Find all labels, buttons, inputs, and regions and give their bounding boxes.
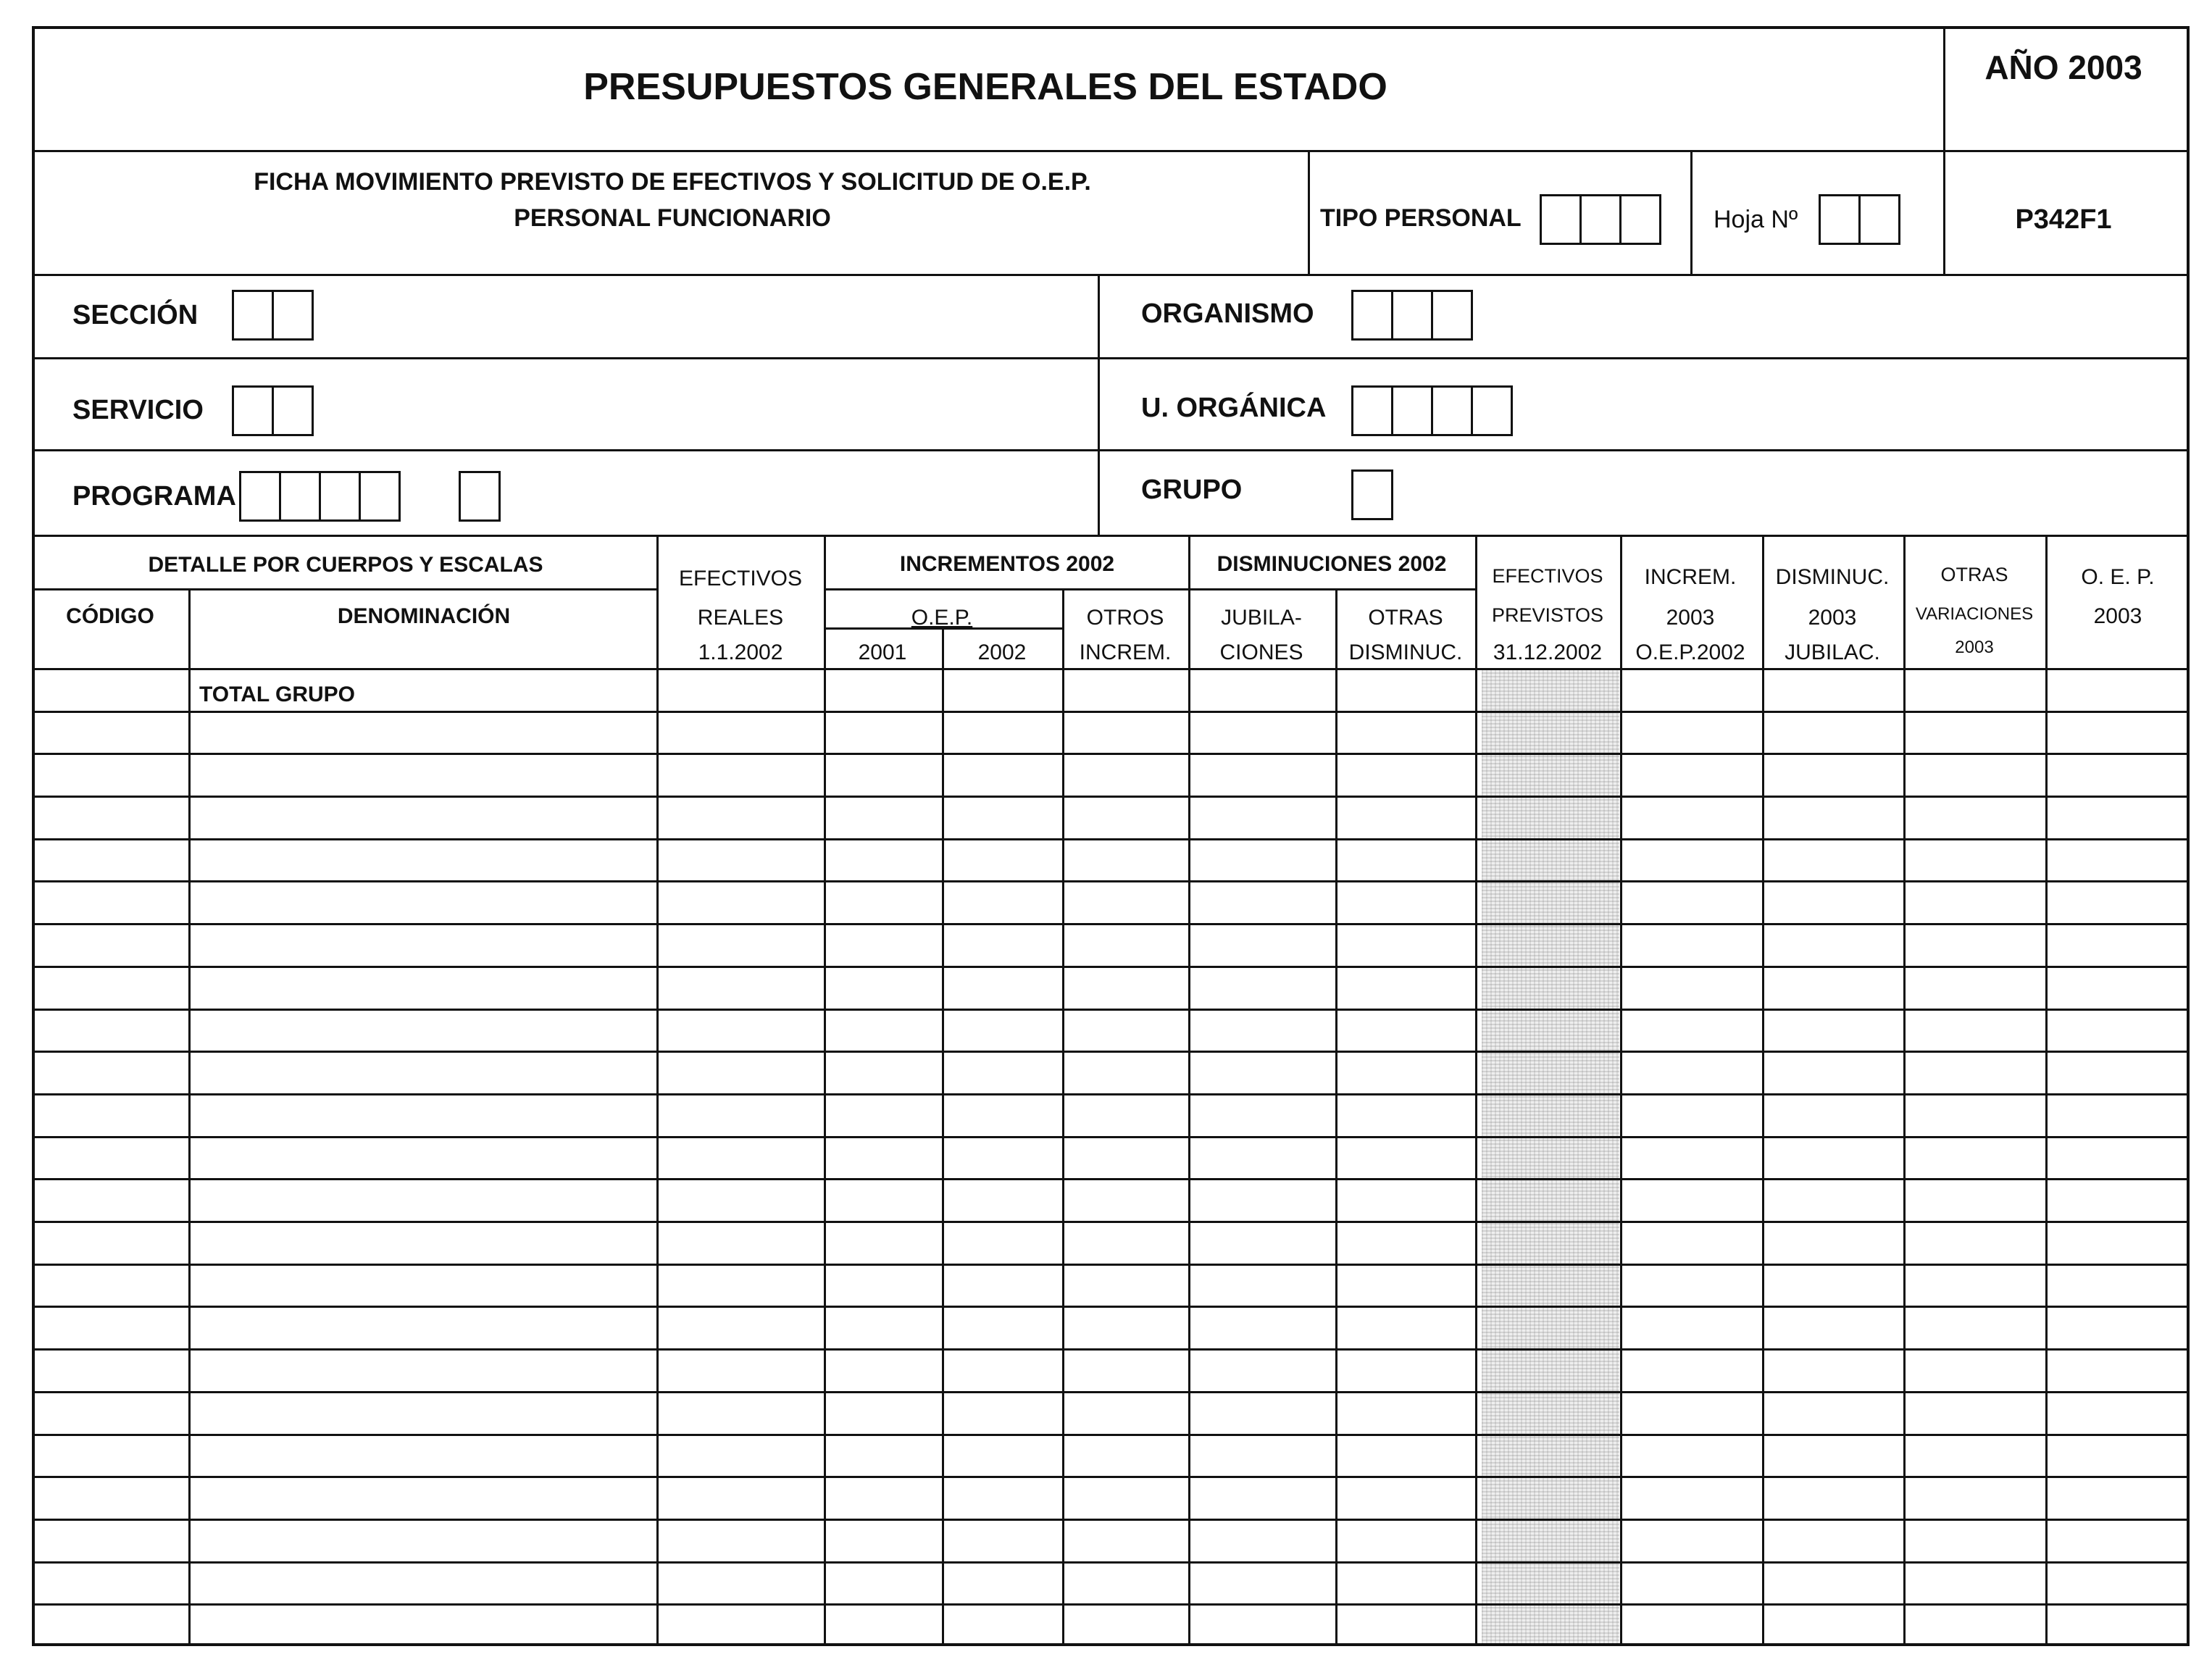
year-label: AÑO 2003 <box>1984 49 2142 86</box>
table-row-line <box>32 1093 2190 1095</box>
table-row-line <box>32 1391 2190 1393</box>
organismo-input[interactable] <box>1351 290 1473 341</box>
increm-h3: O.E.P.2002 <box>1635 640 1745 664</box>
efect-prev-h2: PREVISTOS <box>1491 604 1604 626</box>
table-row-line <box>32 1476 2190 1478</box>
disminuc-h1: DISMINUC. <box>1775 565 1890 589</box>
col-reales <box>824 535 826 1646</box>
tipo-personal-input[interactable] <box>1540 194 1661 245</box>
programa-extra-input[interactable] <box>459 471 501 522</box>
subtitle-line2: PERSONAL FUNCIONARIO <box>514 204 831 232</box>
divider-tipo <box>1308 150 1310 274</box>
jubilaciones-h1: JUBILA- <box>1221 606 1302 630</box>
oep-2002-header: 2002 <box>977 640 1027 664</box>
table-row-line <box>32 753 2190 755</box>
disminuc-h2: 2003 <box>1808 606 1857 630</box>
grupo-label: GRUPO <box>1141 475 1243 505</box>
hoja-input[interactable] <box>1819 194 1900 245</box>
table-row-line <box>32 1051 2190 1053</box>
disminuc-h3: JUBILAC. <box>1785 640 1880 664</box>
col-jubil <box>1335 588 1337 1646</box>
table-row-line <box>32 1264 2190 1266</box>
disminuciones-header: DISMINUCIONES 2002 <box>1216 552 1447 576</box>
table-row-line <box>32 1221 2190 1223</box>
divider-seccion <box>32 357 2190 359</box>
reales-h3: 1.1.2002 <box>698 640 783 664</box>
hoja-label: Hoja Nº <box>1714 206 1798 233</box>
table-row-line <box>32 796 2190 798</box>
increm-h2: 2003 <box>1666 606 1715 630</box>
servicio-input[interactable] <box>232 385 314 436</box>
seccion-input[interactable] <box>232 290 314 341</box>
reales-h1: EFECTIVOS <box>678 567 803 590</box>
table-row-line <box>32 1306 2190 1308</box>
form-frame <box>32 26 2190 1646</box>
shaded-column <box>1482 670 1619 1645</box>
table-row-line <box>32 923 2190 925</box>
otras-var-h1: OTRAS <box>1940 564 2008 585</box>
col-efect-prev <box>1620 535 1622 1646</box>
col-otras-var <box>2045 535 2048 1646</box>
col-codigo <box>188 588 191 1646</box>
programa-input[interactable] <box>239 471 401 522</box>
servicio-label: SERVICIO <box>72 395 204 425</box>
form-code: P342F1 <box>2015 204 2112 235</box>
otras-var-h2: VARIACIONES <box>1915 604 2034 624</box>
codigo-header: CÓDIGO <box>66 604 154 628</box>
table-row-line <box>32 1136 2190 1138</box>
efect-prev-h3: 31.12.2002 <box>1493 640 1603 664</box>
col-otros <box>1188 535 1190 1646</box>
divider-year <box>1943 26 1945 274</box>
oep-header: O.E.P. <box>911 606 973 630</box>
programa-label: PROGRAMA <box>72 481 236 512</box>
table-row-line <box>32 838 2190 840</box>
divider-detalle <box>32 588 656 590</box>
table-row-line <box>32 1519 2190 1521</box>
seccion-label: SECCIÓN <box>72 300 199 330</box>
col-oep2002 <box>1062 588 1064 1646</box>
detalle-header: DETALLE POR CUERPOS Y ESCALAS <box>148 553 543 577</box>
incrementos-header: INCREMENTOS 2002 <box>899 552 1115 576</box>
organismo-label: ORGANISMO <box>1141 299 1314 329</box>
table-row-line <box>32 1348 2190 1351</box>
oep-2001-header: 2001 <box>858 640 907 664</box>
table-row-line <box>32 1009 2190 1011</box>
increm-h1: INCREM. <box>1644 565 1737 589</box>
efect-prev-h1: EFECTIVOS <box>1492 565 1603 587</box>
divider-title <box>32 150 2190 152</box>
otros-increm-h1: OTROS <box>1086 606 1164 630</box>
divider-incdec <box>824 588 1475 590</box>
otras-var-h3: 2003 <box>1955 638 1994 657</box>
u-organica-input[interactable] <box>1351 385 1513 436</box>
u-organica-label: U. ORGÁNICA <box>1141 393 1327 423</box>
divider-table-header <box>32 668 2190 670</box>
table-row-line <box>32 1603 2190 1606</box>
table-row-line <box>32 1178 2190 1180</box>
table-row-line <box>32 1434 2190 1436</box>
table-row-line <box>32 711 2190 713</box>
divider-servicio <box>32 449 2190 451</box>
tipo-personal-label: TIPO PERSONAL <box>1320 204 1522 232</box>
oep2003-h1: O. E. P. <box>2081 565 2155 589</box>
divider-fields <box>1098 274 1100 535</box>
subtitle-line1: FICHA MOVIMIENTO PREVISTO DE EFECTIVOS Y SOLICITUD DE O.E.P. <box>254 168 1091 196</box>
otras-dism-h2: DISMINUC. <box>1348 640 1463 664</box>
table-row-line <box>32 1561 2190 1564</box>
divider-hoja <box>1690 150 1693 274</box>
grupo-input[interactable] <box>1351 469 1393 520</box>
total-grupo-label: TOTAL GRUPO <box>199 683 356 706</box>
col-disminuc <box>1903 535 1906 1646</box>
otras-dism-h1: OTRAS <box>1368 606 1443 630</box>
jubilaciones-h2: CIONES <box>1219 640 1303 664</box>
oep2003-h2: 2003 <box>2093 604 2142 628</box>
col-increm <box>1762 535 1764 1646</box>
page-title: PRESUPUESTOS GENERALES DEL ESTADO <box>583 66 1387 108</box>
divider-programa <box>32 535 2190 537</box>
col-denom <box>656 535 659 1646</box>
table-row-line <box>32 880 2190 882</box>
col-otras-dism <box>1475 535 1477 1646</box>
table-row-line <box>32 966 2190 968</box>
denominacion-header: DENOMINACIÓN <box>337 604 511 628</box>
otros-increm-h2: INCREM. <box>1079 640 1172 664</box>
divider-subtitle <box>32 274 2190 276</box>
reales-h2: REALES <box>697 606 784 630</box>
